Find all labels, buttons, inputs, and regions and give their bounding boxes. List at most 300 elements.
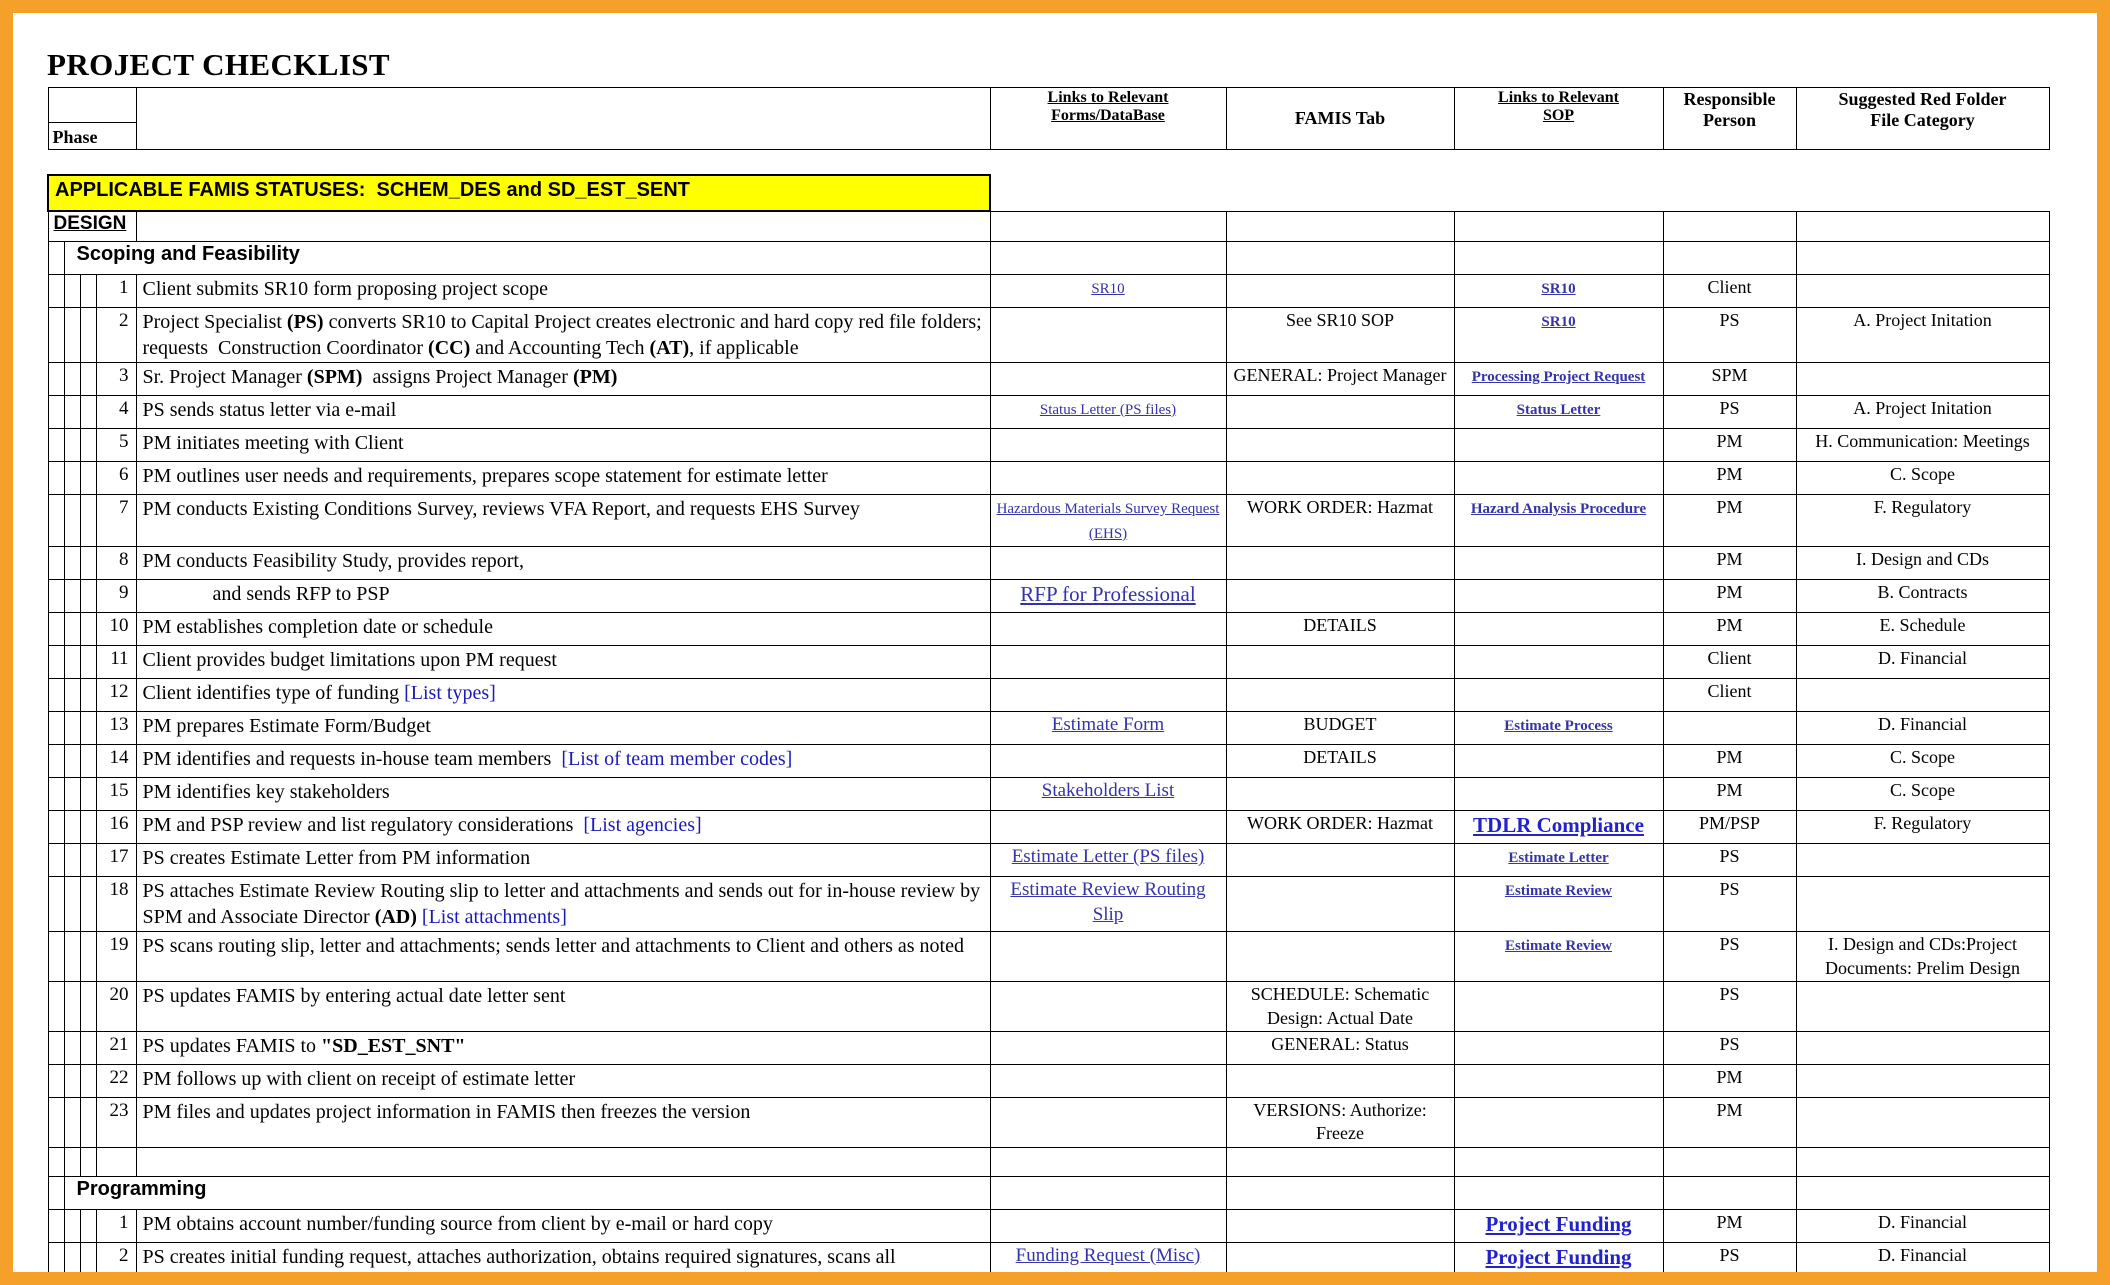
row-number: 12 <box>96 679 136 712</box>
phase-cell <box>80 363 96 396</box>
row-number: 7 <box>96 495 136 547</box>
checklist-row <box>48 982 2049 1032</box>
folder-cell <box>1796 877 2049 932</box>
sop-cell <box>1454 679 1663 712</box>
famis-cell <box>1226 1242 1454 1285</box>
phase-cell <box>80 932 96 982</box>
folder-cell <box>1796 1064 2049 1097</box>
task-description <box>136 308 990 363</box>
empty-cell <box>990 211 1226 242</box>
sop-cell <box>1454 495 1663 547</box>
forms-cell <box>990 811 1226 844</box>
phase-cell <box>80 844 96 877</box>
row-number: 2 <box>96 1242 136 1285</box>
bracket-note: [List attachments] <box>421 906 567 929</box>
folder-cell: B. Contracts <box>1796 580 2049 613</box>
checklist-row <box>48 495 2049 547</box>
task-description <box>136 1031 990 1064</box>
task-description <box>136 745 990 778</box>
empty-cell <box>990 1176 1226 1209</box>
row-number: 17 <box>96 844 136 877</box>
bold-term: (PS) <box>286 311 324 333</box>
checklist-row <box>48 429 2049 462</box>
phase-cell <box>48 745 64 778</box>
phase-cell <box>48 462 64 495</box>
responsible-cell: PM <box>1663 429 1796 462</box>
folder-cell: C. Scope <box>1796 745 2049 778</box>
responsible-cell: PS <box>1663 932 1796 982</box>
responsible-cell: PS <box>1663 877 1796 932</box>
checklist-row <box>48 308 2049 363</box>
row-number: 8 <box>96 547 136 580</box>
forms-cell <box>990 308 1226 363</box>
forms-cell <box>990 613 1226 646</box>
phase-cell <box>48 712 64 745</box>
desc-text: PM identifies and requests in-house team members <box>142 748 562 771</box>
empty-cell <box>990 242 1226 275</box>
desc-text: PM establishes completion date or schedule <box>142 616 493 639</box>
row-number: 10 <box>96 613 136 646</box>
phase-cell <box>64 1064 80 1097</box>
folder-cell <box>1796 982 2049 1032</box>
folder-cell <box>1796 679 2049 712</box>
section-header-row <box>48 1176 2049 1209</box>
responsible-cell: Client <box>1663 679 1796 712</box>
phase-cell <box>48 396 64 429</box>
responsible-cell: SPM <box>1663 363 1796 396</box>
checklist-row <box>48 1097 2049 1147</box>
folder-header-line1: Suggested Red Folder <box>1838 89 2007 109</box>
empty-cell <box>1226 242 1454 275</box>
responsible-cell: PM <box>1663 1064 1796 1097</box>
phase-cell <box>64 462 80 495</box>
task-description <box>136 429 990 462</box>
checklist-row <box>48 811 2049 844</box>
sop-link[interactable]: Project Funding <box>1485 1211 1632 1236</box>
folder-header-line2: File Category <box>1870 110 1975 130</box>
folder-column-header <box>1796 88 2049 150</box>
phase-cell <box>48 580 64 613</box>
forms-cell <box>990 1097 1226 1147</box>
empty-cell <box>1454 1176 1663 1209</box>
responsible-header-line2: Person <box>1703 110 1756 130</box>
empty-cell <box>80 1147 96 1176</box>
famis-cell: VERSIONS: Authorize: Freeze <box>1226 1097 1454 1147</box>
desc-text: PM initiates meeting with Client <box>142 432 404 454</box>
phase-cell <box>48 1064 64 1097</box>
empty-cell <box>1226 211 1454 242</box>
bold-term: "SD_EST_SNT" <box>321 1034 466 1057</box>
phase-cell <box>48 646 64 679</box>
empty-cell <box>48 1147 64 1176</box>
phase-cell <box>80 547 96 580</box>
task-description <box>136 613 990 646</box>
forms-cell <box>990 932 1226 982</box>
forms-cell <box>990 1242 1226 1285</box>
sop-cell <box>1454 1064 1663 1097</box>
desc-text: PS updates FAMIS by entering actual date letter sent <box>142 985 566 1008</box>
folder-cell: D. Financial <box>1796 712 2049 745</box>
sop-cell <box>1454 1097 1663 1147</box>
phase-cell <box>64 1242 80 1285</box>
bold-term: (SPM) <box>306 366 363 388</box>
phase-cell <box>80 745 96 778</box>
empty-cell <box>990 1147 1226 1176</box>
desc-text: PM files and updates project information in FAMIS then freezes the version <box>142 1100 751 1123</box>
phase-cell <box>80 275 96 308</box>
forms-cell <box>990 462 1226 495</box>
phase-cell <box>80 778 96 811</box>
forms-cell <box>990 1031 1226 1064</box>
sop-cell <box>1454 712 1663 745</box>
task-description <box>136 712 990 745</box>
phase-cell <box>64 363 80 396</box>
empty-cell <box>1796 242 2049 275</box>
forms-link[interactable]: Stakeholders List <box>1041 780 1175 802</box>
phase-cell <box>80 1031 96 1064</box>
folder-cell: E. Schedule <box>1796 613 2049 646</box>
phase-cell <box>64 877 80 932</box>
desc-text: PM identifies key stakeholders <box>142 781 390 804</box>
forms-link[interactable]: Hazardous Materials Survey Request (EHS) <box>996 501 1220 542</box>
bracket-note: [List agencies] <box>583 814 702 837</box>
row-number: 15 <box>96 778 136 811</box>
row-number: 20 <box>96 982 136 1032</box>
page-title: PROJECT CHECKLIST <box>47 47 391 82</box>
checklist-body <box>48 242 2049 1285</box>
sop-cell <box>1454 1209 1663 1242</box>
phase-cell <box>80 429 96 462</box>
phase-cell <box>80 679 96 712</box>
gap-cell <box>48 150 2049 176</box>
sop-link[interactable]: Estimate Review <box>1504 938 1613 955</box>
sop-cell <box>1454 778 1663 811</box>
empty-cell <box>1454 242 1663 275</box>
forms-link[interactable]: Estimate Form <box>1051 714 1165 736</box>
responsible-cell: PM <box>1663 778 1796 811</box>
checklist-row <box>48 932 2049 982</box>
forms-link[interactable]: SR10 <box>1091 281 1125 297</box>
folder-cell: I. Design and CDs <box>1796 547 2049 580</box>
phase-cell <box>48 613 64 646</box>
forms-cell <box>990 679 1226 712</box>
phase-cell <box>48 1097 64 1147</box>
phase-cell <box>80 396 96 429</box>
phase-cell <box>48 308 64 363</box>
responsible-cell: Client <box>1663 646 1796 679</box>
phase-cell <box>48 1176 64 1209</box>
forms-cell <box>990 396 1226 429</box>
phase-cell <box>48 778 64 811</box>
task-description <box>136 547 990 580</box>
desc-text: PM outlines user needs and requirements, prepares scope statement for estimate letter <box>142 465 828 487</box>
phase-cell <box>80 1097 96 1147</box>
folder-cell: D. Financial <box>1796 646 2049 679</box>
row-number: 3 <box>96 363 136 396</box>
sop-link[interactable]: Estimate Review <box>1504 883 1613 900</box>
sop-link[interactable]: Estimate Process <box>1504 718 1613 735</box>
empty-cell <box>1226 1147 1454 1176</box>
folder-cell: C. Scope <box>1796 778 2049 811</box>
phase-cell <box>64 646 80 679</box>
desc-text: converts SR10 to Capital Project creates electronic and hard copy red file folders; requests Construction Coordinator <box>142 311 987 359</box>
row-number: 19 <box>96 932 136 982</box>
desc-text: PM and PSP review and list regulatory considerations <box>142 814 584 837</box>
empty-cell <box>64 1147 80 1176</box>
forms-cell <box>990 363 1226 396</box>
phase-cell <box>48 429 64 462</box>
forms-cell <box>990 778 1226 811</box>
folder-cell: C. Scope <box>1796 462 2049 495</box>
checklist-row <box>48 1031 2049 1064</box>
task-description <box>136 982 990 1032</box>
phase-cell <box>64 712 80 745</box>
checklist-row <box>48 712 2049 745</box>
task-description <box>136 462 990 495</box>
sop-cell <box>1454 1242 1663 1285</box>
bold-term: (CC) <box>428 337 471 359</box>
task-description <box>136 275 990 308</box>
checklist-row <box>48 679 2049 712</box>
desc-text: PS updates FAMIS to <box>142 1034 322 1057</box>
forms-column-header <box>990 88 1226 150</box>
row-number: 1 <box>96 275 136 308</box>
task-description <box>136 363 990 396</box>
desc-text: Client submits SR10 form proposing project scope <box>142 278 549 300</box>
sop-cell <box>1454 646 1663 679</box>
sop-link[interactable]: TDLR Compliance <box>1473 813 1644 838</box>
sop-link[interactable]: Project Funding <box>1485 1244 1632 1269</box>
phase-header-label: Phase <box>48 123 136 150</box>
section-title: Programming <box>64 1176 990 1209</box>
desc-text: PM follows up with client on receipt of estimate letter <box>142 1067 576 1090</box>
desc-text: PM obtains account number/funding source from client by e-mail or hard copy <box>142 1212 773 1235</box>
phase-cell <box>48 363 64 396</box>
bold-term: (AD) <box>374 906 417 929</box>
phase-cell <box>48 932 64 982</box>
sop-cell <box>1454 932 1663 982</box>
desc-text: PS creates Estimate Letter from PM information <box>142 847 531 870</box>
phase-cell <box>64 613 80 646</box>
empty-cell <box>1226 1176 1454 1209</box>
task-description <box>136 932 990 982</box>
bracket-note: [List of team member codes] <box>561 748 793 771</box>
empty-cell <box>136 211 990 242</box>
phase-cell <box>48 495 64 547</box>
famis-cell: WORK ORDER: Hazmat <box>1226 495 1454 547</box>
famis-cell <box>1226 877 1454 932</box>
responsible-cell: PS <box>1663 396 1796 429</box>
folder-cell <box>1796 844 2049 877</box>
forms-cell <box>990 712 1226 745</box>
forms-cell <box>990 429 1226 462</box>
forms-cell <box>990 877 1226 932</box>
phase-cell <box>48 547 64 580</box>
forms-link[interactable]: RFP for Professional <box>1020 582 1196 607</box>
phase-cell <box>64 429 80 462</box>
responsible-cell: PS <box>1663 844 1796 877</box>
row-number: 9 <box>96 580 136 613</box>
row-number: 13 <box>96 712 136 745</box>
desc-text: and Accounting Tech <box>470 337 650 359</box>
task-description <box>136 580 990 613</box>
forms-link[interactable]: Funding Request (Misc) <box>1015 1244 1201 1266</box>
header-row <box>48 88 2049 123</box>
famis-cell <box>1226 396 1454 429</box>
famis-cell <box>1226 932 1454 982</box>
phase-cell <box>80 613 96 646</box>
sop-cell <box>1454 745 1663 778</box>
desc-text: PS creates initial funding request, attaches authorization, obtains required signatures, scans all documents, and submits to Business Services <box>142 1245 901 1285</box>
row-number: 11 <box>96 646 136 679</box>
forms-cell <box>990 547 1226 580</box>
phase-cell <box>64 1031 80 1064</box>
sop-cell <box>1454 613 1663 646</box>
checklist-row <box>48 1064 2049 1097</box>
sop-link[interactable]: SR10 <box>1541 281 1576 297</box>
desc-text: PM conducts Feasibility Study, provides report, <box>142 550 524 573</box>
phase-cell <box>80 877 96 932</box>
folder-cell: H. Communication: Meetings <box>1796 429 2049 462</box>
sop-cell <box>1454 396 1663 429</box>
task-description <box>136 778 990 811</box>
checklist-row <box>48 275 2049 308</box>
desc-text: PS attaches Estimate Review Routing slip to letter and attachments and sends out for in-house review by SPM and Associate Director <box>142 880 986 929</box>
responsible-cell: PS <box>1663 1031 1796 1064</box>
checklist-row <box>48 877 2049 932</box>
responsible-cell: PM <box>1663 1209 1796 1242</box>
famis-cell: GENERAL: Project Manager <box>1226 363 1454 396</box>
forms-link[interactable]: Estimate Letter (PS files) <box>1011 846 1205 868</box>
row-number: 16 <box>96 811 136 844</box>
phase-header-block <box>48 88 136 123</box>
responsible-column-header <box>1663 88 1796 150</box>
folder-cell: A. Project Initation <box>1796 396 2049 429</box>
phase-cell <box>80 1064 96 1097</box>
folder-cell: D. Financial <box>1796 1242 2049 1285</box>
famis-cell: SCHEDULE: Schematic Design: Actual Date <box>1226 982 1454 1032</box>
row-number: 23 <box>96 1097 136 1147</box>
phase-cell <box>48 877 64 932</box>
empty-cell <box>1663 1176 1796 1209</box>
phase-cell <box>48 1031 64 1064</box>
famis-cell: DETAILS <box>1226 745 1454 778</box>
section-header-row <box>48 242 2049 275</box>
famis-cell: WORK ORDER: Hazmat <box>1226 811 1454 844</box>
row-number: 21 <box>96 1031 136 1064</box>
phase-cell <box>64 1209 80 1242</box>
sop-link[interactable]: Status Letter <box>1516 402 1601 418</box>
sop-link[interactable]: SR10 <box>1541 314 1576 330</box>
checklist-row <box>48 580 2049 613</box>
desc-text: PM conducts Existing Conditions Survey, reviews VFA Report, and requests EHS Survey <box>142 498 860 520</box>
sop-cell <box>1454 580 1663 613</box>
row-number: 5 <box>96 429 136 462</box>
banner-gap-cell <box>990 175 2049 211</box>
phase-cell <box>64 308 80 363</box>
sop-link[interactable]: Processing Project Request <box>1471 369 1646 385</box>
phase-cell <box>48 811 64 844</box>
checklist-row <box>48 778 2049 811</box>
phase-cell <box>64 811 80 844</box>
desc-text: Client identifies type of funding <box>142 682 405 705</box>
phase-cell <box>64 982 80 1032</box>
checklist-row <box>48 1242 2049 1285</box>
checklist-row <box>48 613 2049 646</box>
checklist-row <box>48 745 2049 778</box>
responsible-cell: PM <box>1663 580 1796 613</box>
sop-cell <box>1454 547 1663 580</box>
sop-cell <box>1454 308 1663 363</box>
phase-cell <box>64 275 80 308</box>
phase-cell <box>48 1209 64 1242</box>
desc-text: Project Specialist <box>142 311 287 333</box>
phase-cell <box>64 547 80 580</box>
checklist-row <box>48 396 2049 429</box>
phase-cell <box>80 982 96 1032</box>
desc-text: Sr. Project Manager <box>142 366 307 388</box>
sop-header-line1: Links to Relevant <box>1498 89 1619 106</box>
desc-text: assigns Project Manager <box>362 366 573 388</box>
famis-status-banner: APPLICABLE FAMIS STATUSES: SCHEM_DES and SD_EST_SENT <box>48 175 990 211</box>
empty-cell <box>136 1147 990 1176</box>
folder-cell <box>1796 1031 2049 1064</box>
checklist-table <box>47 87 2050 1285</box>
sop-column-header <box>1454 88 1663 150</box>
folder-cell: D. Financial <box>1796 1209 2049 1242</box>
sop-cell <box>1454 275 1663 308</box>
folder-cell <box>1796 363 2049 396</box>
desc-text: PM prepares Estimate Form/Budget <box>142 715 431 738</box>
famis-cell <box>1226 679 1454 712</box>
empty-cell <box>1454 211 1663 242</box>
sop-header-line2: SOP <box>1542 107 1575 124</box>
forms-cell <box>990 844 1226 877</box>
famis-cell <box>1226 462 1454 495</box>
phase-cell <box>80 811 96 844</box>
famis-cell <box>1226 1209 1454 1242</box>
phase-cell <box>48 844 64 877</box>
phase-cell <box>64 778 80 811</box>
bracket-note: [List types] <box>404 682 496 705</box>
checklist-row <box>48 547 2049 580</box>
phase-cell <box>80 462 96 495</box>
row-number: 14 <box>96 745 136 778</box>
forms-link[interactable]: Status Letter (PS files) <box>1039 402 1177 418</box>
empty-cell <box>1663 211 1796 242</box>
task-description <box>136 844 990 877</box>
desc-text: Client provides budget limitations upon PM request <box>142 649 557 672</box>
row-number: 2 <box>96 308 136 363</box>
row-number: 4 <box>96 396 136 429</box>
design-phase-cell <box>48 211 136 242</box>
phase-cell <box>64 679 80 712</box>
design-phase-label: DESIGN <box>53 213 127 234</box>
forms-cell <box>990 1064 1226 1097</box>
sop-link[interactable]: Hazard Analysis Procedure <box>1470 501 1647 517</box>
sop-link[interactable]: Estimate Letter <box>1508 850 1609 867</box>
empty-cell <box>1796 1176 2049 1209</box>
responsible-cell: Client <box>1663 275 1796 308</box>
folder-cell: I. Design and CDs:Project Documents: Prelim Design <box>1796 932 2049 982</box>
forms-link[interactable]: Estimate Review Routing Slip <box>1010 879 1206 926</box>
empty-cell <box>1663 1147 1796 1176</box>
forms-cell <box>990 745 1226 778</box>
responsible-cell: PM <box>1663 745 1796 778</box>
responsible-cell: PM <box>1663 462 1796 495</box>
checklist-row <box>48 363 2049 396</box>
sop-cell <box>1454 429 1663 462</box>
